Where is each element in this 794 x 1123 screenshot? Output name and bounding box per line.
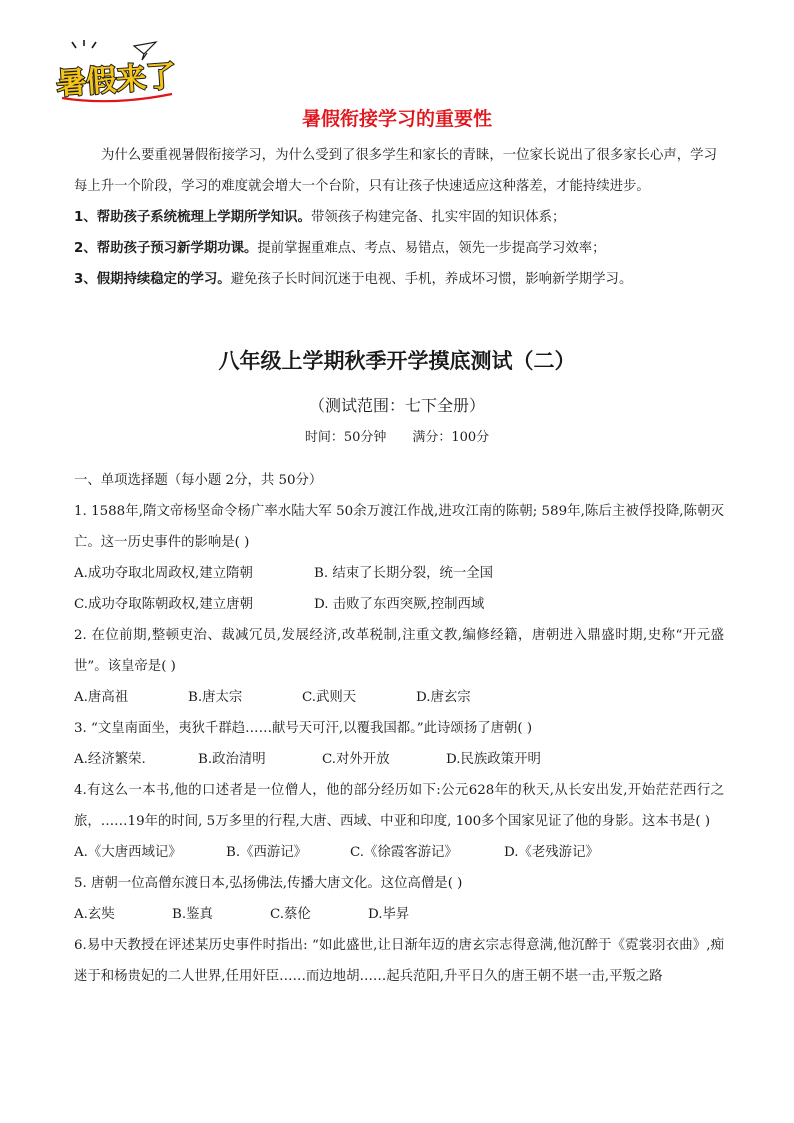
- option-a: A.唐高祖: [74, 690, 129, 705]
- intro-point-bold: 3、假期持续稳定的学习。: [74, 272, 231, 287]
- option-b: B.鉴真: [172, 907, 213, 922]
- summer-logo: [52, 40, 184, 104]
- question-5-text: 5. 唐朝一位高僧东渡日本,弘扬佛法,传播大唐文化。这位高僧是( ): [74, 876, 463, 891]
- intro-point-bold: 1、帮助孩子系统梳理上学期所学知识。: [74, 210, 311, 225]
- option-b: B.唐太宗: [188, 690, 243, 705]
- option-c: C.蔡伦: [270, 907, 311, 922]
- exam-time: 时间：50分钟: [304, 430, 387, 445]
- question-1-options: [74, 558, 724, 589]
- option-d: D.《老残游记》: [504, 845, 599, 860]
- question-2-options: [74, 682, 724, 713]
- option-a: A.经济繁荣.: [74, 752, 146, 767]
- option-a: A.玄奘: [74, 907, 115, 922]
- question-3-text: 3. “文皇南面坐，夷狄千群趋……献号天可汗,以覆我国都。”此诗颂扬了唐朝( ): [74, 721, 533, 736]
- question-5-options: [74, 899, 724, 930]
- sun-rays-icon: [72, 40, 96, 48]
- option-d: D.毕昇: [368, 907, 410, 922]
- option-b: B.政治清明: [198, 752, 266, 767]
- option-c: C.对外开放: [322, 752, 390, 767]
- exam-scope: （测试范围：七下全册）: [308, 396, 485, 415]
- intro-point: [74, 233, 724, 264]
- option-c: C.成功夺取陈朝政权,建立唐朝: [74, 597, 253, 612]
- intro-paragraph: 为什么要重视暑假衔接学习，为什么受到了很多学生和家长的青睐，一位家长说出了很多家长心声，学习每上升一个阶段，学习的难度就会增大一个台阶，只有让孩子快速适应这种落差，才能持续进步。: [74, 148, 717, 194]
- logo-text: 暑假来了: [55, 58, 178, 103]
- exam-title: 八年级上学期秋季开学摸底测试（二）: [218, 348, 576, 373]
- intro-point-bold: 2、帮助孩子预习新学期功课。: [74, 241, 258, 256]
- intro-point-text: 带领孩子构建完备、扎实牢固的知识体系；: [310, 210, 566, 225]
- question-4-options: [74, 837, 724, 868]
- question-6-text: 6.易中天教授在评述某历史事件时指出: “如此盛世,让日渐年迈的唐玄宗志得意满,他沉醉于《霓裳羽衣曲》,痴迷于和杨贵妃的二人世界,任用奸臣……而边地胡……起兵范阳,升平日久的唐王朝不堪一击,平叛之路: [74, 938, 724, 984]
- option-d: D. 击败了东西突厥,控制西域: [314, 597, 485, 612]
- question-1-options: [74, 589, 724, 620]
- question-4-text: 4.有这么一本书,他的口述者是一位僧人，他的部分经历如下:公元628年的秋天,从长安出发,开始茫茫西行之旅，……19年的时间, 5万多里的行程,大唐、西域、中亚和印度, 100多个国家见证了他的身影。这本书是( ): [74, 783, 724, 829]
- question-2-text: 2. 在位前期,整顿吏治、裁减冗员,发展经济,改革税制,注重文教,编修经籍，唐朝进入鼎盛时期,史称“开元盛世”。该皇帝是( ): [74, 628, 724, 674]
- section-heading: 一、单项选择题（每小题 2分，共 50分）: [74, 473, 323, 488]
- paper-plane-icon: [134, 42, 156, 60]
- intro-point: [74, 264, 724, 295]
- option-d: D.唐玄宗: [416, 690, 471, 705]
- exam-meta: [0, 426, 794, 445]
- question-1-text: 1. 1588年,隋文帝杨坚命令杨广率水陆大军 50余万渡江作战,进攻江南的陈朝; 589年,陈后主被俘投降,陈朝灭亡。这一历史事件的影响是( ): [74, 504, 724, 550]
- question-3-options: [74, 744, 724, 775]
- intro-block: [74, 140, 724, 295]
- option-a: A.成功夺取北周政权,建立隋朝: [74, 566, 253, 581]
- option-b: B.《西游记》: [226, 845, 308, 860]
- exam-score: 满分：100分: [412, 430, 490, 445]
- question-list: [74, 465, 724, 992]
- intro-point-text: 提前掌握重难点、考点、易错点，领先一步提高学习效率；: [257, 241, 606, 256]
- intro-point: [74, 202, 724, 233]
- option-b: B. 结束了长期分裂，统一全国: [314, 566, 494, 581]
- banner-title: 暑假衔接学习的重要性: [301, 108, 492, 130]
- option-c: C.武则天: [302, 690, 357, 705]
- intro-point-text: 避免孩子长时间沉迷于电视、手机，养成坏习惯，影响新学期学习。: [230, 272, 633, 287]
- option-a: A.《大唐西域记》: [74, 845, 182, 860]
- option-c: C.《徐霞客游记》: [350, 845, 458, 860]
- option-d: D.民族政策开明: [446, 752, 541, 767]
